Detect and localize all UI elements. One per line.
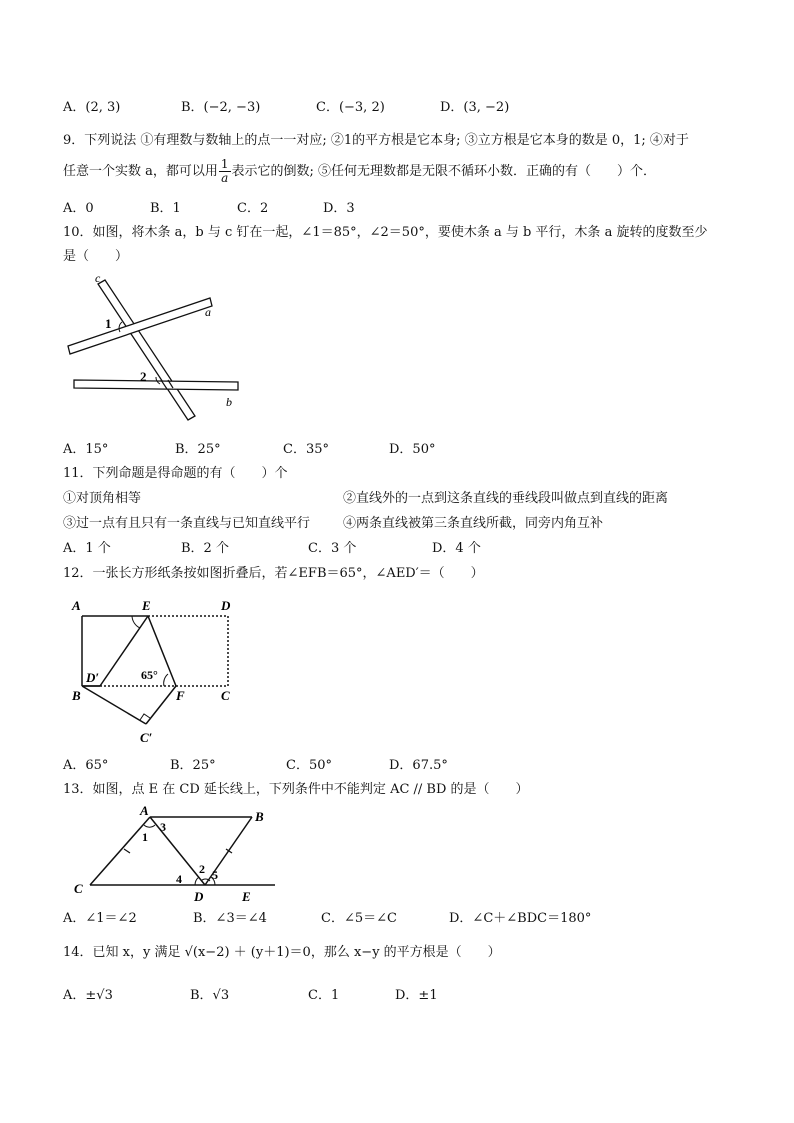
label-B13: B bbox=[255, 809, 264, 824]
stick-c bbox=[98, 280, 195, 420]
label-C13: C bbox=[74, 881, 83, 896]
label-a: a bbox=[205, 305, 211, 319]
q14-option-b: B．√3 bbox=[190, 988, 230, 1003]
label-n5: 5 bbox=[212, 868, 218, 882]
q11-option-d: D．4 个 bbox=[432, 541, 481, 556]
q9-option-a: A．0 bbox=[63, 201, 94, 216]
q12-option-d: D．67.5° bbox=[389, 758, 448, 773]
q11-option-b: B．2 个 bbox=[181, 541, 229, 556]
q8-option-d: D．(3, −2) bbox=[440, 100, 510, 115]
q10-figure bbox=[60, 276, 250, 426]
q9-option-b: B．1 bbox=[150, 201, 181, 216]
stick-b bbox=[74, 380, 238, 390]
q12-figure bbox=[68, 594, 248, 746]
label-b: b bbox=[226, 395, 232, 409]
q13-figure bbox=[70, 805, 280, 905]
q10-line2: 是（ ） bbox=[63, 249, 129, 264]
q13-option-c: C．∠5＝∠C bbox=[321, 911, 397, 926]
q13-option-d: D．∠C＋∠BDC＝180° bbox=[449, 911, 592, 926]
label-n2: 2 bbox=[199, 862, 205, 876]
label-2: 2 bbox=[140, 369, 147, 384]
q14-line1: 14．已知 x，y 满足 √(x−2) ＋ (y＋1)＝0，那么 x−y 的平方根是（ ） bbox=[63, 945, 501, 960]
q11-item-4: ④两条直线被第三条直线所截，同旁内角互补 bbox=[343, 516, 604, 531]
label-c: c bbox=[95, 276, 101, 285]
label-n4: 4 bbox=[176, 872, 182, 886]
q14-option-a: A．±√3 bbox=[63, 988, 113, 1003]
label-Cprime: C′ bbox=[140, 730, 153, 745]
label-D13: D bbox=[194, 889, 204, 904]
q12-option-a: A．65° bbox=[63, 758, 109, 773]
q9-option-c: C．2 bbox=[237, 201, 269, 216]
q14-option-c: C．1 bbox=[308, 988, 340, 1003]
q9-line1: 9．下列说法 ①有理数与数轴上的点一一对应; ②1的平方根是它本身; ③立方根是它本身的数是 0，1; ④对于 bbox=[63, 133, 689, 148]
q13-line1: 13．如图，点 E 在 CD 延长线上，下列条件中不能判定 AC // BD 的是（ ） bbox=[63, 782, 529, 797]
q12-line1: 12．一张长方形纸条按如图折叠后，若∠EFB＝65°，∠AED′＝（ ） bbox=[63, 566, 484, 581]
label-65: 65° bbox=[141, 668, 158, 682]
q8-option-b: B．(−2, −3) bbox=[181, 100, 261, 115]
q9-line2 bbox=[63, 158, 656, 185]
q14-option-d: D．±1 bbox=[395, 988, 438, 1003]
q13-option-b: B．∠3＝∠4 bbox=[193, 911, 267, 926]
q10-option-b: B．25° bbox=[175, 442, 221, 457]
q11-option-a: A．1 个 bbox=[63, 541, 111, 556]
q9-line2-pre: 任意一个实数 a，都可以用 bbox=[63, 164, 218, 179]
label-E13: E bbox=[242, 889, 251, 904]
q11-item-2: ②直线外的一点到这条直线的垂线段叫做点到直线的距离 bbox=[343, 491, 669, 506]
q11-item-1: ①对顶角相等 bbox=[63, 491, 142, 506]
q8-option-c: C．(−3, 2) bbox=[316, 100, 385, 115]
q8-option-a: A．(2, 3) bbox=[63, 100, 121, 115]
q11-option-c: C．3 个 bbox=[308, 541, 357, 556]
q9-frac-num: 1 bbox=[220, 157, 229, 171]
q12-option-b: B．25° bbox=[170, 758, 216, 773]
q13-option-a: A．∠1＝∠2 bbox=[63, 911, 137, 926]
label-F: F bbox=[176, 688, 185, 703]
q9-frac-den: a bbox=[221, 171, 229, 185]
q11-item-3: ③过一点有且只有一条直线与已知直线平行 bbox=[63, 516, 311, 531]
label-C: C bbox=[221, 688, 230, 703]
q10-line1: 10．如图，将木条 a，b 与 c 钉在一起，∠1＝85°，∠2＝50°，要使木条 a 与 b 平行，木条 a 旋转的度数至少 bbox=[63, 225, 708, 240]
q11-line1: 11．下列命题是得命题的有（ ）个 bbox=[63, 466, 288, 481]
label-n1: 1 bbox=[142, 830, 148, 844]
label-A: A bbox=[72, 598, 81, 613]
q10-option-c: C．35° bbox=[283, 442, 329, 457]
q10-option-a: A．15° bbox=[63, 442, 109, 457]
q9-option-d: D．3 bbox=[323, 201, 355, 216]
q10-option-d: D．50° bbox=[389, 442, 436, 457]
label-B: B bbox=[72, 688, 81, 703]
q9-fraction bbox=[219, 158, 231, 185]
label-1: 1 bbox=[105, 316, 112, 331]
label-E: E bbox=[142, 598, 151, 613]
q12-option-c: C．50° bbox=[286, 758, 332, 773]
label-A13: A bbox=[140, 805, 149, 818]
label-Dprime: D′ bbox=[86, 670, 100, 685]
label-D: D bbox=[221, 598, 231, 613]
q9-line2-post: 表示它的倒数; ⑤任何无理数都是无限不循环小数．正确的有（ ）个． bbox=[231, 164, 657, 179]
label-n3: 3 bbox=[160, 820, 166, 834]
